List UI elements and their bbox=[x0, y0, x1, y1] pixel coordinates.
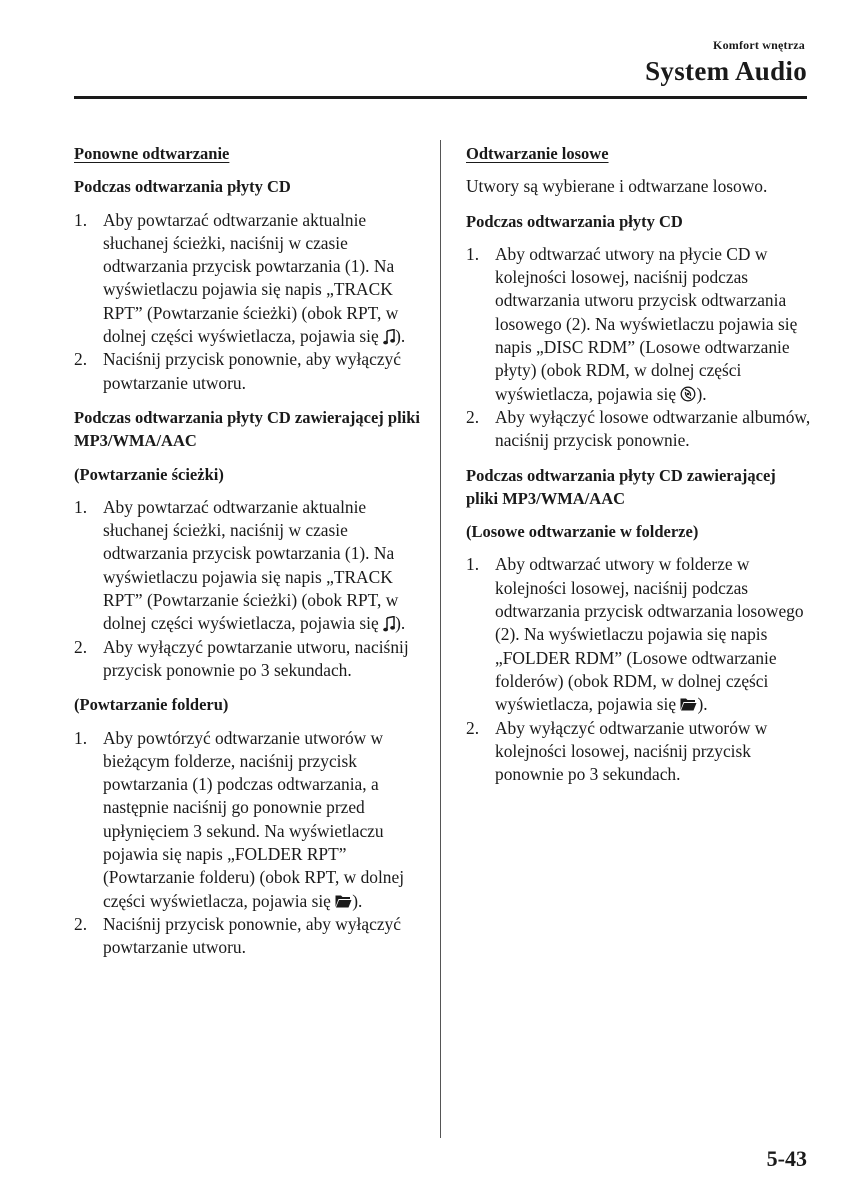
steps-repeat-track bbox=[74, 496, 422, 682]
random-disc-icon bbox=[680, 386, 696, 402]
folder-icon bbox=[680, 697, 697, 711]
step-text-end: ). bbox=[696, 383, 707, 404]
step-text: Aby powtarzać odtwarzanie aktualnie słuchanej ścieżki, naciśnij w czasie odtwarzania przycisk powtarzania (1). Na wyświetlaczu pojawia się napis „TRACK RPT” (Powtarzanie ścieżki) (obok RPT, w dolnej części wyświetlacza, pojawia się bbox=[103, 209, 399, 347]
subheading-mp3: Podczas odtwarzania płyty CD zawierającej pliki MP3/WMA/AAC bbox=[74, 407, 420, 451]
step-text: Aby wyłączyć odtwarzanie utworów w kolejności losowej, naciśnij przycisk ponownie po 3 sekundach. bbox=[495, 717, 768, 785]
list-item bbox=[466, 243, 811, 406]
intro-text: Utwory są wybierane i odtwarzane losowo. bbox=[466, 176, 768, 197]
step-number: 2. bbox=[74, 349, 88, 370]
step-text-end: ). bbox=[395, 613, 406, 634]
header-rule bbox=[74, 96, 807, 99]
step-text-end: ). bbox=[352, 890, 363, 911]
step-text: Aby powtarzać odtwarzanie aktualnie słuchanej ścieżki, naciśnij w czasie odtwarzania przycisk powtarzania (1). Na wyświetlaczu pojawia się napis „TRACK RPT” (Powtarzanie ścieżki) (obok RPT, w dolnej części wyświetlacza, pojawia się bbox=[103, 496, 399, 634]
step-text: Aby odtwarzać utwory w folderze w kolejności losowej, naciśnij podczas odtwarzania przycisk odtwarzania losowego (2). Na wyświetlaczu pojawia się napis „FOLDER RDM” (Losowe odtwarzanie folderów) (obok RDM, w dolnej części wyświetlacza, pojawia się bbox=[495, 554, 804, 715]
list-item bbox=[74, 913, 422, 960]
list-item bbox=[74, 727, 422, 913]
list-item bbox=[74, 636, 422, 683]
music-note-icon bbox=[383, 616, 395, 632]
section-heading-random: Odtwarzanie losowe bbox=[466, 144, 609, 163]
list-item bbox=[466, 553, 811, 716]
list-item bbox=[466, 717, 811, 787]
column-divider bbox=[440, 140, 441, 1138]
subheading-cd: Podczas odtwarzania płyty CD bbox=[466, 211, 683, 231]
right-column bbox=[466, 142, 811, 797]
subheading-cd: Podczas odtwarzania płyty CD bbox=[74, 177, 291, 197]
step-number: 1. bbox=[74, 496, 88, 517]
subheading-mp3: Podczas odtwarzania płyty CD zawierającej pliki MP3/WMA/AAC bbox=[466, 465, 776, 508]
steps-repeat-folder bbox=[74, 727, 422, 960]
step-text-end: ). bbox=[395, 326, 406, 347]
step-number: 1. bbox=[74, 209, 88, 230]
step-text: Aby odtwarzać utwory na płycie CD w kolejności losowej, naciśnij podczas odtwarzania utworu przycisk odtwarzania losowego (2). Na wyświetlaczu pojawia się napis „DISC RDM” (Losowe odtwarzanie płyty) (obok RDM, w dolnej części wyświetlacza, pojawia się bbox=[495, 243, 798, 404]
step-text: Aby powtórzyć odtwarzanie utworów w bieżącym folderze, naciśnij przycisk powtarzania (1) podczas odtwarzania, a następnie naciśnij go ponownie przed upłynięciem 3 sekund. Na wyświetlaczu pojawia się napis „FOLDER RPT” (Powtarzanie folderu) (obok RPT, w dolnej części wyświetlacza, pojawia się bbox=[103, 727, 405, 911]
step-text-end: ). bbox=[697, 694, 708, 715]
page-title: System Audio bbox=[645, 56, 807, 86]
list-item bbox=[466, 406, 811, 453]
list-item bbox=[74, 496, 422, 636]
step-number: 2. bbox=[466, 406, 480, 427]
step-number: 2. bbox=[74, 913, 88, 934]
step-number: 1. bbox=[466, 243, 480, 264]
page-number: 5-43 bbox=[766, 1146, 807, 1171]
step-text: Aby wyłączyć losowe odtwarzanie albumów, naciśnij przycisk ponownie. bbox=[495, 406, 811, 451]
music-note-icon bbox=[383, 329, 395, 345]
subheading-folder-repeat: (Powtarzanie folderu) bbox=[74, 695, 229, 715]
step-text: Aby wyłączyć powtarzanie utworu, naciśnij przycisk ponownie po 3 sekundach. bbox=[103, 636, 409, 680]
step-number: 1. bbox=[74, 727, 88, 748]
subheading-track-repeat: (Powtarzanie ścieżki) bbox=[74, 464, 224, 484]
step-number: 2. bbox=[74, 636, 88, 657]
steps-random-cd bbox=[466, 243, 811, 453]
header-section-label: Komfort wnętrza bbox=[713, 38, 805, 52]
left-column bbox=[74, 142, 422, 971]
step-number: 2. bbox=[466, 717, 480, 738]
step-text: Naciśnij przycisk ponownie, aby wyłączyć powtarzanie utworu. bbox=[103, 913, 401, 958]
list-item bbox=[74, 348, 422, 395]
step-number: 1. bbox=[466, 554, 480, 575]
list-item bbox=[74, 209, 422, 349]
steps-random-folder bbox=[466, 553, 811, 786]
section-heading-repeat: Ponowne odtwarzanie bbox=[74, 144, 230, 163]
steps-repeat-cd bbox=[74, 209, 422, 395]
subheading-folder-random: (Losowe odtwarzanie w folderze) bbox=[466, 522, 699, 542]
step-text: Naciśnij przycisk ponownie, aby wyłączyć powtarzanie utworu. bbox=[103, 349, 401, 393]
folder-icon bbox=[335, 894, 352, 908]
